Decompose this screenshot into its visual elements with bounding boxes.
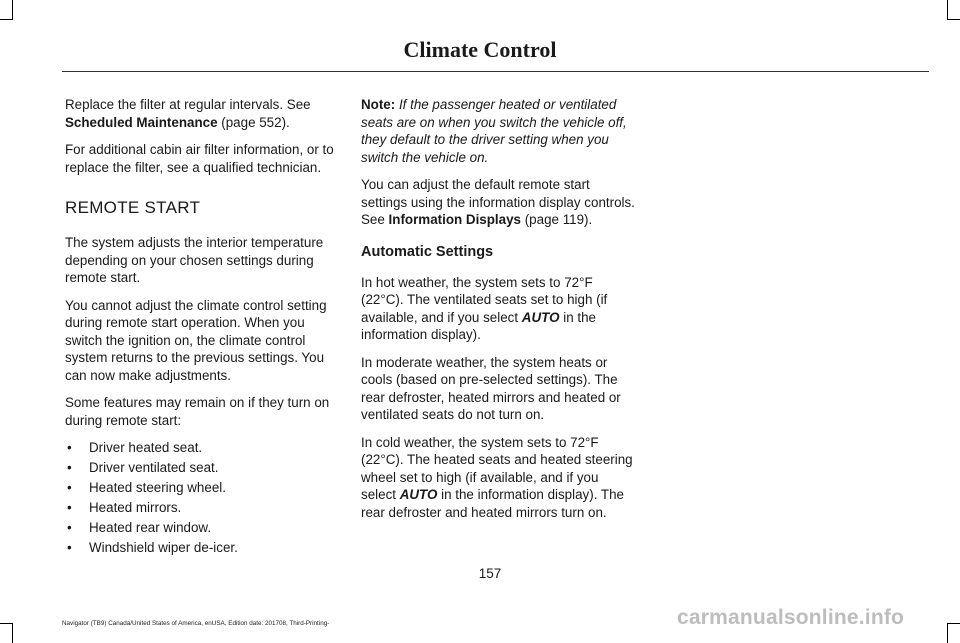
page-number: 157 (478, 566, 502, 581)
list-item: • Driver heated seat. (67, 440, 203, 455)
crop-mark-top-right-h (947, 19, 960, 20)
crop-mark-top-left (12, 0, 13, 20)
crop-mark-bottom-left-h (0, 623, 13, 624)
header-divider (62, 71, 929, 72)
hot-weather-paragraph: In hot weather, the system sets to 72°F (22°C). The ventilated seats set to high (if available, and if you select AUTO in the information display). (361, 274, 608, 342)
crop-mark-bottom-left (12, 623, 13, 643)
list-item: • Heated steering wheel. (67, 480, 226, 495)
cold-weather-paragraph: In cold weather, the system sets to 72°F (22°C). The heated seats and heated steering wheel set to high (if available, and if you select AUTO in the information display). The rear defroster and heated mirrors turn on. (361, 434, 633, 520)
list-item: • Heated rear window. (67, 520, 212, 535)
page-title: Climate Control (403, 37, 557, 62)
filter-paragraph: Replace the filter at regular intervals. See Scheduled Maintenance (page 552). (65, 97, 311, 130)
list-item: • Windshield wiper de-icer. (67, 540, 238, 555)
remote-start-intro: The system adjusts the interior temperature depending on your chosen settings during remote start. (65, 235, 324, 285)
default-settings-paragraph: You can adjust the default remote start settings using the information display controls. See Information Displays (page 119). (361, 177, 635, 227)
footer-edition: Navigator (TB9) Canada/United States of America, enUSA, Edition date: 201708, Third-Printing- (62, 620, 330, 627)
crop-mark-bottom-right-h (947, 623, 960, 624)
list-item: • Driver ventilated seat. (67, 460, 219, 475)
crop-mark-top-left-h (0, 19, 13, 20)
information-displays-link[interactable]: Information Displays (388, 212, 521, 227)
remote-start-feature-list (65, 439, 340, 556)
list-item: • Heated mirrors. (67, 500, 182, 515)
cabin-filter-paragraph: For additional cabin air filter information, or to replace the filter, see a qualified technician. (65, 142, 334, 175)
crop-mark-top-right (947, 0, 948, 20)
remote-start-heading: REMOTE START (65, 198, 201, 217)
right-column (361, 96, 636, 531)
remote-start-features-intro: Some features may remain on if they turn on during remote start: (65, 395, 330, 428)
crop-mark-bottom-right (947, 623, 948, 643)
left-column (65, 96, 340, 559)
automatic-settings-heading: Automatic Settings (361, 243, 494, 260)
watermark: carmanualsonline.info (677, 606, 905, 629)
moderate-weather-paragraph: In moderate weather, the system heats or cools (based on pre-selected settings). The rear defroster, heated mirrors and heated or ventilated seats do not turn on. (361, 354, 621, 422)
remote-start-operation: You cannot adjust the climate control setting during remote start operation. When you switch the ignition on, the climate control system returns to the previous settings. You can now make adjustments. (65, 297, 327, 383)
note-paragraph: Note: If the passenger heated or ventilated seats are on when you switch the vehicle off, they default to the driver setting when you switch the vehicle on. (361, 97, 627, 165)
scheduled-maintenance-link[interactable]: Scheduled Maintenance (65, 114, 218, 130)
